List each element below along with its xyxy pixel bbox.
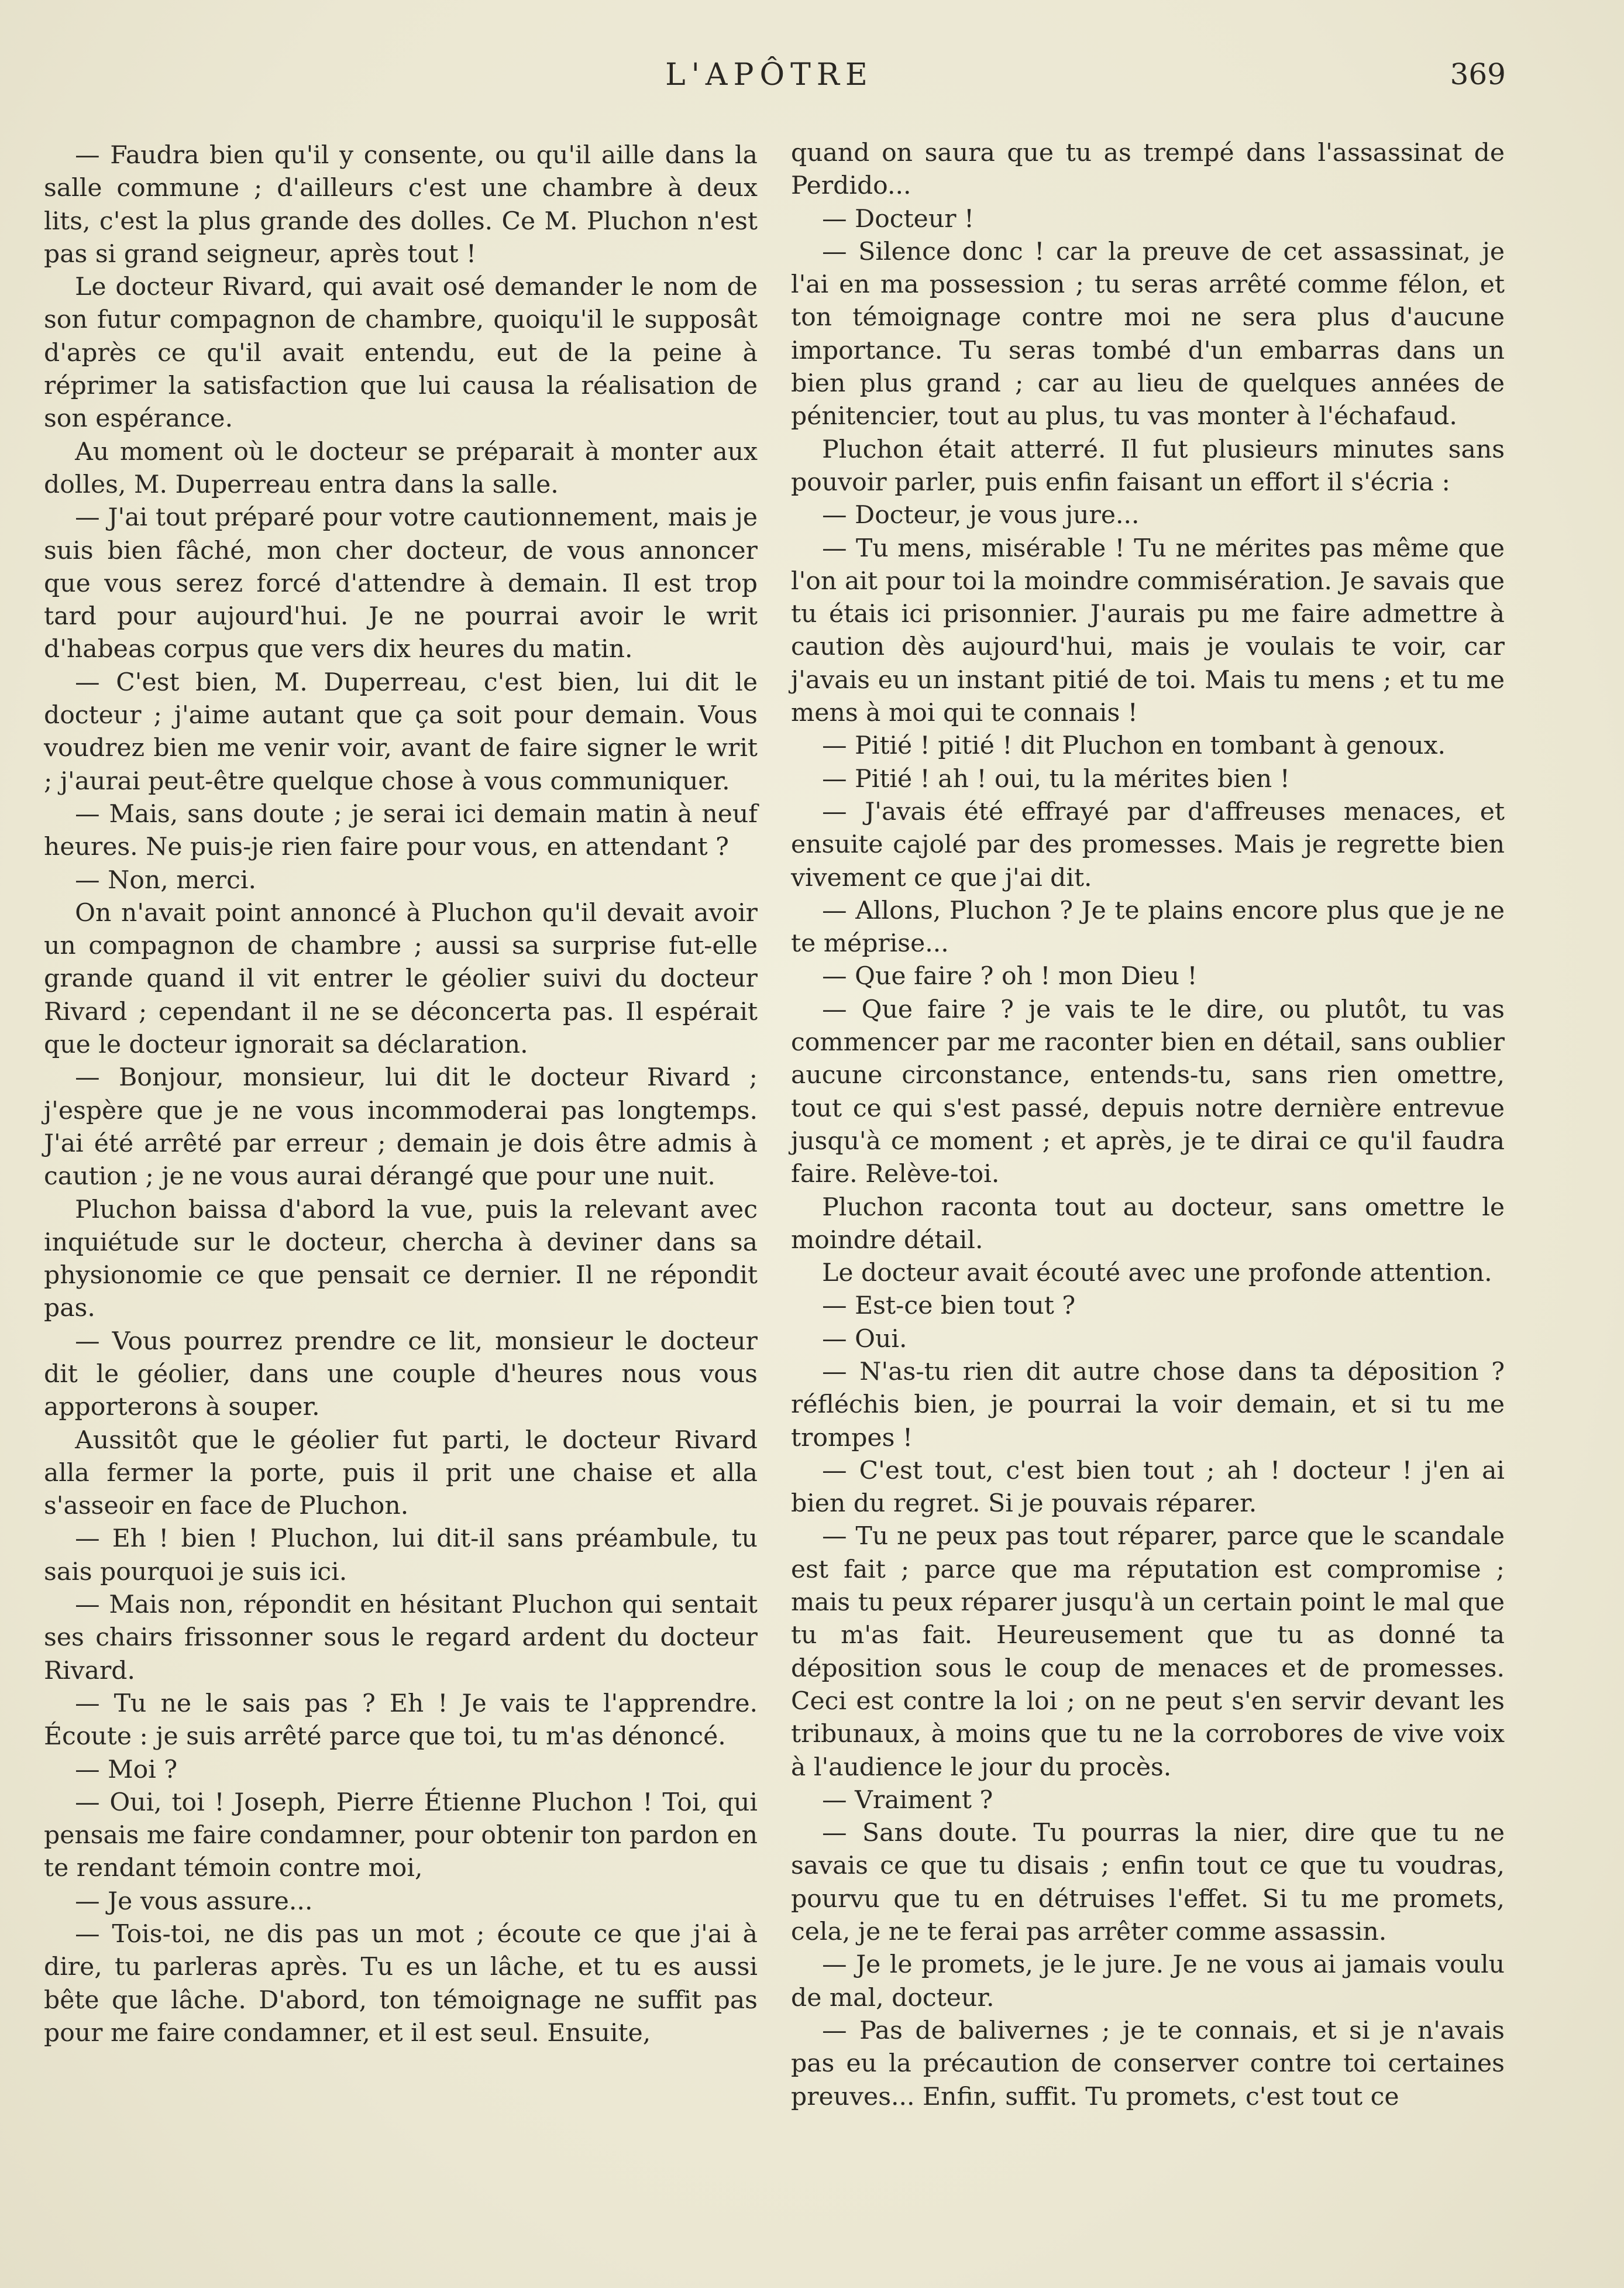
paragraph: — C'est bien, M. Duperreau, c'est bien, lui dit le docteur ; j'aime autant que ça soit pour demain. Vous voudrez bien me venir voir, avant de faire signer le writ ; j'aurai peut-être quelque chose à vous communiquer. <box>44 668 758 796</box>
paragraph: Aussitôt que le géolier fut parti, le docteur Rivard alla fermer la porte, puis il prit une chaise et alla s'asseoir en face de Pluchon. <box>44 1425 758 1521</box>
paragraph: — J'ai tout préparé pour votre cautionnement, mais je suis bien fâché, mon cher docteur, de vous annoncer que vous serez forcé d'attendre à demain. Il est trop tard pour aujourd'hui. Je ne pourrai avoir le writ d'habeas corpus que vers dix heures du matin. <box>44 503 758 664</box>
paragraph: — N'as-tu rien dit autre chose dans ta déposition ? réfléchis bien, je pourrai la voir demain, et si tu me trompes ! <box>791 1357 1505 1452</box>
paragraph: Pluchon était atterré. Il fut plusieurs minutes sans pouvoir parler, puis enfin faisant un effort il s'écria : <box>791 435 1505 497</box>
paragraph: — Que faire ? je vais te le dire, ou plutôt, tu vas commencer par me raconter bien en détail, sans oublier aucune circonstance, entends-tu, sans rien omettre, tout ce qui s'est passé, depuis notre dernière entrevue jusqu'à ce moment ; et après, je te dirai ce qu'il faudra faire. Relève-toi. <box>791 995 1505 1189</box>
paragraph: — Non, merci. <box>75 865 256 895</box>
paragraph: — Je le promets, je le jure. Je ne vous ai jamais voulu de mal, docteur. <box>791 1950 1505 2012</box>
paragraph: — Pas de balivernes ; je te connais, et si je n'avais pas eu la précaution de conserver contre toi certaines preuves... Enfin, suffit. Tu promets, c'est tout ce <box>791 2016 1505 2111</box>
paragraph: — Vous pourrez prendre ce lit, monsieur le docteur dit le géolier, dans une couple d'heures nous vous apporterons à souper. <box>44 1327 758 1422</box>
paragraph: — Tu ne peux pas tout réparer, parce que le scandale est fait ; parce que ma réputation est compromise ; mais tu peux réparer jusqu'à un certain point le mal que tu m'as fait. Heureusement que tu as donné ta déposition sous le coup de menaces et de promesses. Ceci est contre la loi ; on ne peut s'en servir devant les tribunaux, à moins que tu ne la corrobores de vive voix à l'audience le jour du procès. <box>791 1522 1505 1782</box>
left-text-column <box>44 139 758 2050</box>
paragraph: — Oui, toi ! Joseph, Pierre Étienne Pluchon ! Toi, qui pensais me faire condamner, pour obtenir ton pardon en te rendant témoin contre moi, <box>44 1788 758 1883</box>
paragraph: — Docteur, je vous jure... <box>822 501 1140 530</box>
paragraph: — Que faire ? oh ! mon Dieu ! <box>822 962 1198 991</box>
page-number: 369 <box>1450 57 1506 91</box>
paragraph: — Tu mens, misérable ! Tu ne mérites pas même que l'on ait pour toi la moindre commisération. Je savais que tu étais ici prisonnier. J'aurais pu me faire admettre à caution dès aujourd'hui, mais je voulais te voir, car j'avais eu un instant pitié de toi. Mais tu mens ; et tu me mens à moi qui te connais ! <box>791 534 1505 728</box>
paragraph: On n'avait point annoncé à Pluchon qu'il devait avoir un compagnon de chambre ; aussi sa surprise fut-elle grande quand il vit entrer le géolier suivi du docteur Rivard ; cependant il ne se déconcerta pas. Il espérait que le docteur ignorait sa déclaration. <box>44 898 758 1060</box>
paragraph: — C'est tout, c'est bien tout ; ah ! docteur ! j'en ai bien du regret. Si je pouvais réparer. <box>791 1456 1505 1519</box>
paragraph: — Allons, Pluchon ? Je te plains encore plus que je ne te méprise... <box>791 896 1505 959</box>
paragraph: — Eh ! bien ! Pluchon, lui dit-il sans préambule, tu sais pourquoi je suis ici. <box>44 1524 758 1586</box>
paragraph: — Pitié ! pitié ! dit Pluchon en tombant à genoux. <box>822 731 1446 761</box>
paragraph: — Je vous assure... <box>75 1887 313 1916</box>
paragraph: — Docteur ! <box>822 204 975 233</box>
paragraph: — J'avais été effrayé par d'affreuses menaces, et ensuite cajolé par des promesses. Mais je regrette bien vivement ce que j'ai dit. <box>791 797 1505 892</box>
paragraph: — Vraiment ? <box>822 1785 993 1815</box>
paragraph: Pluchon raconta tout au docteur, sans omettre le moindre détail. <box>791 1193 1505 1255</box>
paragraph: quand on saura que tu as trempé dans l'assassinat de Perdido... <box>791 139 1505 201</box>
paragraph: — Bonjour, monsieur, lui dit le docteur Rivard ; j'espère que je ne vous incommoderai pas longtemps. J'ai été arrêté par erreur ; demain je dois être admis à caution ; je ne vous aurai dérangé que pour une nuit. <box>44 1063 758 1191</box>
paragraph: — Silence donc ! car la preuve de cet assassinat, je l'ai en ma possession ; tu seras arrêté comme félon, et ton témoignage contre moi ne sera plus d'aucune importance. Tu seras tombé d'un embarras dans un bien plus grand ; car au lieu de quelques années de pénitencier, tout au plus, tu vas monter à l'échafaud. <box>791 237 1505 431</box>
running-title: L'APÔTRE <box>665 57 873 92</box>
paragraph: — Mais, sans doute ; je serai ici demain matin à neuf heures. Ne puis-je rien faire pour vous, en attendant ? <box>44 799 758 862</box>
paragraph: Le docteur avait écouté avec une profonde attention. <box>822 1259 1492 1288</box>
paragraph: — Moi ? <box>75 1755 178 1784</box>
paragraph: — Sans doute. Tu pourras la nier, dire que tu ne savais ce que tu disais ; enfin tout ce que tu voudras, pourvu que tu en détruises l'effet. Si tu me promets, cela, je ne te ferai pas arrêter comme assassin. <box>791 1819 1505 1947</box>
paragraph: — Tu ne le sais pas ? Eh ! Je vais te l'apprendre. Écoute : je suis arrêté parce que toi, tu m'as dénoncé. <box>44 1689 758 1751</box>
paragraph: — Pitié ! ah ! oui, tu la mérites bien ! <box>822 764 1290 793</box>
paragraph: — Faudra bien qu'il y consente, ou qu'il aille dans la salle commune ; d'ailleurs c'est une chambre à deux lits, c'est la plus grande des dolles. Ce M. Pluchon n'est pas si grand seigneur, après tout ! <box>44 141 758 269</box>
paragraph: — Tois-toi, ne dis pas un mot ; écoute ce que j'ai à dire, tu parleras après. Tu es un lâche, et tu es aussi bête que lâche. D'abord, ton témoignage ne suffit pas pour me faire condamner, et il est seul. Ensuite, <box>44 1920 758 2047</box>
paragraph: — Est-ce bien tout ? <box>822 1291 1076 1321</box>
right-text-column <box>791 137 1505 2114</box>
paragraph: — Mais non, répondit en hésitant Pluchon qui sentait ses chairs frissonner sous le regard ardent du docteur Rivard. <box>44 1590 758 1685</box>
paragraph: Le docteur Rivard, qui avait osé demander le nom de son futur compagnon de chambre, quoiqu'il le supposât d'après ce qu'il avait entendu, eut de la peine à réprimer la satisfaction que lui causa la réalisation de son espérance. <box>44 273 758 434</box>
paragraph: — Oui. <box>822 1324 907 1353</box>
paragraph: Au moment où le docteur se préparait à monter aux dolles, M. Duperreau entra dans la salle. <box>44 437 758 499</box>
paragraph: Pluchon baissa d'abord la vue, puis la relevant avec inquiétude sur le docteur, chercha à deviner dans sa physionomie ce que pensait ce dernier. Il ne répondit pas. <box>44 1195 758 1323</box>
